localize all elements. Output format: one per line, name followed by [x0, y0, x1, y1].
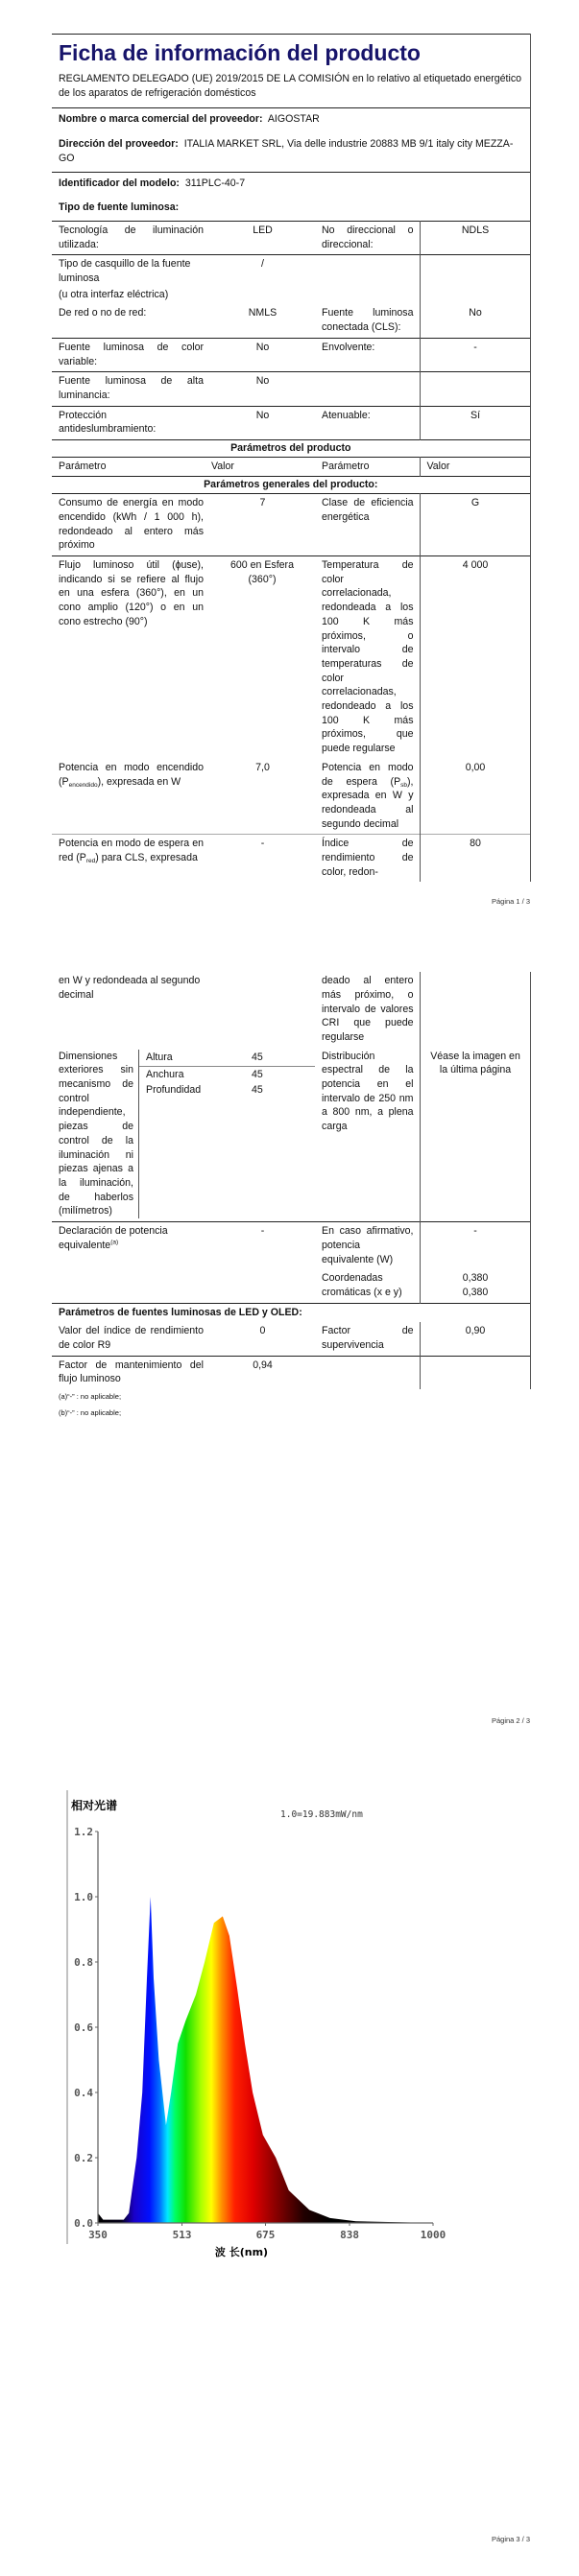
table-row	[52, 972, 530, 1048]
dimension-item	[139, 1067, 315, 1082]
y-tick-label: 1.0	[74, 1891, 93, 1904]
x-tick-label: 675	[255, 2229, 276, 2242]
param-value	[420, 1269, 530, 1303]
column-header: Valor	[209, 457, 315, 477]
param-label: deado al entero más próximo, o intervalo de valores CRI que puede regularse	[315, 972, 420, 1048]
param-label: De red o no de red:	[59, 307, 147, 319]
page-footer: Página 1 / 3	[491, 897, 530, 907]
y-tick-label: 0.8	[74, 1956, 93, 1970]
table-row	[52, 221, 530, 254]
spectral-distribution-chart	[0, 1788, 579, 2268]
param-label: Fuente luminosa de color variable:	[52, 338, 209, 371]
param-label: en W y redondeada al segundo decimal	[59, 975, 201, 1001]
param-label: Valor del índice de rendimiento de color R9	[59, 1325, 204, 1352]
param-label: Atenuable:	[315, 406, 420, 439]
supplier-name: AIGOSTAR	[267, 113, 320, 126]
table-row	[52, 835, 530, 883]
param-label: Factor de mantenimiento del flujo luminoso	[52, 1356, 209, 1389]
param-value: No	[209, 406, 315, 439]
table-row	[52, 372, 530, 406]
param-label: Clase de eficiencia energética	[315, 494, 420, 556]
x-tick-label: 350	[88, 2229, 108, 2242]
param-value: -	[420, 1222, 530, 1270]
param-label	[315, 759, 420, 835]
param-value: -	[209, 1222, 315, 1270]
led-params-heading: Parámetros de fuentes luminosas de LED y OLED:	[52, 1303, 530, 1322]
model-row	[52, 172, 530, 193]
chart-annotation: 1.0=19.883mW/nm	[280, 1809, 363, 1821]
param-value: Véase la imagen en la última página	[420, 1048, 530, 1222]
table-row	[52, 1269, 530, 1303]
table-row	[52, 304, 530, 338]
param-label: Fuente luminosa conectada (CLS):	[315, 304, 420, 338]
param-label: Envolvente:	[315, 338, 420, 371]
param-label	[52, 835, 209, 883]
param-value: 80	[420, 835, 530, 883]
dimensions-cell	[52, 1048, 315, 1222]
column-header: Valor	[420, 457, 530, 477]
model-label: Identificador del modelo:	[59, 177, 180, 189]
param-value	[420, 255, 530, 305]
param-label: En caso afirmativo, potencia equivalente (W)	[315, 1222, 420, 1270]
x-tick-label: 1000	[420, 2229, 446, 2242]
supplier-address: ITALIA MARKET SRL, Via delle industrie 20883 MB 9/1 italy city MEZZA-GO	[59, 138, 514, 164]
dimension-label: Anchura	[146, 1069, 184, 1081]
table-row	[52, 255, 530, 305]
param-label: Dimensiones exteriores sin mecanismo de control independiente, piezas de control de la iluminación ni piezas ajenas a la iluminación, de haberlos (milímetros)	[59, 1050, 139, 1218]
table-row	[52, 555, 530, 758]
source-type-label: Tipo de fuente luminosa:	[52, 193, 530, 221]
dimension-label: Altura	[146, 1051, 173, 1063]
text: Potencia en modo de espera en red (P	[59, 838, 204, 864]
page-footer: Página 3 / 3	[491, 2535, 530, 2544]
param-label: Protección antideslumbramiento:	[52, 406, 209, 439]
product-info-table	[52, 34, 531, 882]
subscript: sb	[400, 781, 408, 789]
table-row	[52, 759, 530, 835]
param-value: -	[209, 835, 315, 883]
empty-cell	[209, 1269, 315, 1303]
param-label	[52, 1222, 209, 1270]
param-value: 0,94	[209, 1356, 315, 1389]
superscript: (a)	[110, 1239, 119, 1246]
page-2	[0, 938, 579, 1758]
param-value: NMLS	[248, 307, 277, 319]
page-1	[0, 0, 579, 938]
param-value: 0	[259, 1325, 266, 1337]
param-label: Índice de rendimiento de color, redon-	[315, 835, 420, 883]
param-value: LED	[209, 221, 315, 254]
column-header-row	[52, 457, 530, 477]
param-value: 600 en Esfera (360°)	[209, 555, 315, 758]
param-label	[315, 372, 420, 406]
param-label: Coordenadas cromáticas (x e y)	[315, 1269, 420, 1303]
param-value: 7	[209, 494, 315, 556]
page-3	[0, 1758, 579, 2576]
table-row	[52, 338, 530, 371]
param-label: Factor de supervivencia	[315, 1322, 420, 1356]
y-tick-label: 0.4	[74, 2087, 93, 2100]
param-value: Sí	[420, 406, 530, 439]
regulation-text: REGLAMENTO DELEGADO (UE) 2019/2015 DE LA COMISIÓN en lo relativo al etiquetado energético de los aparatos de refrigeración domésticos	[52, 70, 530, 108]
table-row	[52, 1048, 530, 1222]
param-label-line: Tipo de casquillo de la fuente luminosa	[59, 258, 191, 285]
param-value: 0,00	[420, 759, 530, 835]
footnote: (a)“-” : no aplicable;	[59, 1392, 122, 1402]
text: Declaración de potencia equivalente	[59, 1225, 168, 1251]
param-label: Flujo luminoso útil (ɸuse), indicando si se refiere al flujo en una esfera (360°), en un cono amplio (120°) o en un cono estrecho (90°)	[52, 555, 209, 758]
param-label: Temperatura de color correlacionada, redondeada a los 100 K más próximos, o intervalo de temperaturas de color correlacionadas, redondeado a los 100 K más próximos, que puede regularse	[315, 555, 420, 758]
table-row	[52, 1356, 530, 1389]
dimension-item	[139, 1050, 315, 1068]
param-label: No direccional o direccional:	[315, 221, 420, 254]
param-value: -	[420, 338, 530, 371]
x-tick-label: 513	[172, 2229, 192, 2242]
page-footer: Página 2 / 3	[491, 1716, 530, 1726]
subscript: red	[85, 858, 96, 865]
param-label	[52, 255, 209, 305]
param-label-note: (u otra interfaz eléctrica)	[59, 288, 169, 300]
subscript: encendido	[68, 781, 98, 789]
y-tick-label: 1.2	[74, 1826, 93, 1839]
param-value: 4 000	[420, 555, 530, 758]
supplier-name-row	[52, 108, 530, 130]
y-axis-label: 相对光谱	[71, 1799, 118, 1813]
coord-x: 0,380	[462, 1272, 489, 1285]
y-tick-label: 0.6	[74, 2021, 93, 2035]
text: Potencia en modo de espera (P	[322, 761, 414, 788]
dimension-value: 45	[252, 1084, 263, 1097]
supplier-name-label: Nombre o marca comercial del proveedor:	[59, 113, 263, 126]
param-label	[315, 255, 420, 305]
param-value: NDLS	[420, 221, 530, 254]
page-title: Ficha de información del producto	[52, 35, 530, 71]
y-tick-label: 0.2	[74, 2152, 93, 2165]
text: ), expresada en W y redondeada al segundo decimal	[322, 775, 414, 830]
supplier-address-row	[52, 130, 530, 172]
table-row	[52, 1322, 530, 1356]
dimensions-list	[139, 1050, 315, 1218]
column-header: Parámetro	[315, 457, 420, 477]
dimension-value: 45	[252, 1051, 263, 1063]
param-value: 0,90	[420, 1322, 530, 1356]
param-value: G	[420, 494, 530, 556]
general-params-heading: Parámetros generales del producto:	[52, 477, 530, 494]
param-label: Consumo de energía en modo encendido (kWh / 1 000 h), redondeado al entero más próximo	[52, 494, 209, 556]
param-value: No	[209, 372, 315, 406]
table-row	[52, 494, 530, 556]
empty-cell	[52, 1269, 209, 1303]
product-info-table-continued	[52, 972, 531, 1422]
product-params-heading: Parámetros del producto	[52, 440, 530, 458]
text: Potencia en modo encendido (P	[59, 761, 204, 788]
table-row	[52, 1222, 530, 1270]
table-row	[52, 406, 530, 439]
footnote: (b)“-” : no aplicable;	[59, 1408, 122, 1418]
param-label	[52, 759, 209, 835]
text: ) para CLS, expresada	[95, 852, 198, 864]
x-tick-label: 838	[340, 2229, 359, 2242]
param-value: No	[209, 338, 315, 371]
param-label: Distribución espectral de la potencia en el intervalo de 250 nm a 800 nm, a plena carga	[315, 1048, 420, 1222]
dimension-label: Profundidad	[146, 1084, 202, 1097]
empty-cell	[315, 1356, 420, 1389]
column-header: Parámetro	[52, 457, 209, 477]
x-axis-label: 波 长(nm)	[214, 2246, 269, 2259]
empty-cell	[420, 972, 530, 1048]
param-label: Fuente luminosa de alta luminancia:	[52, 372, 209, 406]
param-value	[420, 372, 530, 406]
param-value: /	[209, 255, 315, 305]
supplier-address-label: Dirección del proveedor:	[59, 138, 179, 151]
y-tick-label: 0.0	[74, 2217, 93, 2231]
param-label: Tecnología de iluminación utilizada:	[52, 221, 209, 254]
dimension-value: 45	[252, 1069, 263, 1081]
param-value: 7,0	[255, 761, 270, 773]
text: ), expresada en W	[97, 775, 181, 788]
coord-y: 0,380	[462, 1286, 489, 1298]
spectrum-area	[98, 1897, 433, 2223]
dimension-item	[139, 1082, 315, 1098]
model-id: 311PLC-40-7	[184, 177, 246, 189]
param-value: No	[420, 304, 530, 338]
empty-cell	[420, 1356, 530, 1389]
